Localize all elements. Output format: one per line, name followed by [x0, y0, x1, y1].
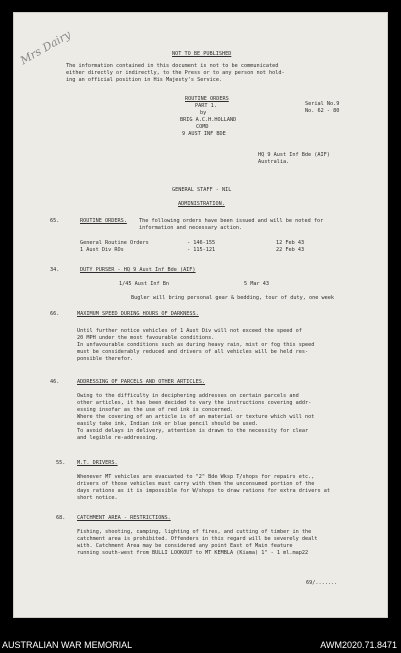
- item-line: days rations as it is impossible for W/shops to draw rations for extra drivers at: [77, 488, 330, 494]
- item-line: information and necessary action.: [139, 225, 243, 231]
- serial-number: Serial No.9: [305, 101, 340, 107]
- notice-line-2: either directly or indirectly, to the Press or to any person not hold-: [66, 70, 285, 76]
- footer-accession: AWM2020.71.8471: [320, 640, 397, 650]
- table-cell: 12 Feb 43: [276, 240, 305, 246]
- archive-footer: [0, 638, 401, 653]
- item-line: 20 MPH under the most favourable conditions.: [77, 335, 215, 341]
- orders-unit: 9 AUST INF BDE: [182, 131, 226, 137]
- page-reference: 69/.......: [306, 580, 338, 586]
- item-line: ponsible therefor.: [77, 356, 134, 362]
- item-line: must be considerably reduced and drivers of all vehicles will be held res-: [77, 349, 309, 355]
- item-line: catchment area is prohibited. Offenders in this regard will be severely dealt: [77, 536, 318, 542]
- orders-commander: BRIG A.C.H.HOLLAND: [180, 117, 237, 123]
- item-title: ADDRESSING OF PARCELS AND OTHER ARTICLES.: [77, 379, 206, 385]
- item-line: 1/45 Aust Inf Bn: [119, 281, 169, 287]
- notice-line-3: ing an official position in His Majesty's Service.: [66, 77, 223, 83]
- orders-part: PART 1.: [195, 103, 217, 109]
- item-title: CATCHMENT AREA - RESTRICTIONS.: [77, 515, 171, 521]
- pencil-annotation: Mrs Dairy: [18, 27, 74, 68]
- item-number: 55.: [56, 460, 66, 466]
- item-title: ROUTINE ORDERS.: [80, 218, 127, 224]
- item-line: Owing to the difficulty in deciphering addresses on certain parcels and: [77, 393, 299, 399]
- general-staff: GENERAL STAFF - NIL: [172, 187, 232, 193]
- item-line: drivers of those vehicles must carry with them the unconsumed portion of the: [77, 481, 315, 487]
- administration-heading: ADMINISTRATION.: [178, 201, 225, 207]
- orders-comd: COMD: [196, 124, 209, 130]
- item-number: 68.: [56, 515, 66, 521]
- item-number: 65.: [50, 218, 60, 224]
- top-heading: NOT TO BE PUBLISHED: [172, 51, 232, 57]
- item-line: with. Catchment Area may be considered any point East of Main feature: [77, 543, 293, 549]
- hq-line: HQ 9 Aust Inf Bde (AIF): [258, 152, 330, 158]
- footer-institution: AUSTRALIAN WAR MEMORIAL: [2, 640, 133, 650]
- orders-title: ROUTINE ORDERS: [185, 96, 229, 102]
- item-line: other articles, it has been decided to vary the instructions covering addr-: [77, 400, 312, 406]
- item-line: Fishing, shooting, camping, lighting of fires, and cutting of timber in the: [77, 529, 312, 535]
- table-cell: - 146-155: [187, 240, 216, 246]
- item-line: easily take ink, Indian ink or blue pencil should be used.: [77, 421, 259, 427]
- table-cell: General Routine Orders: [80, 240, 149, 246]
- item-line: The following orders have been issued and will be noted for: [139, 218, 324, 224]
- item-title: DUTY PURSER - HQ 9 Aust Inf Bde (AIF): [80, 267, 196, 273]
- notice-line-1: The information contained in this document is not to be communicated: [66, 63, 279, 69]
- item-line: In unfavourable conditions such as during heavy rain, mist or fog this speed: [77, 342, 315, 348]
- hq-location: Australia.: [258, 159, 290, 165]
- table-cell: 22 Feb 43: [276, 247, 305, 253]
- table-cell: - 115-121: [187, 247, 216, 253]
- item-line: Until further notice vehicles of 1 Aust Div will not exceed the speed of: [77, 328, 302, 334]
- item-title: MAXIMUM SPEED DURING HOURS OF DARKNESS.: [77, 311, 199, 317]
- orders-by: by: [200, 110, 207, 116]
- item-line: and legible re-addressing.: [77, 435, 159, 441]
- serial-range: No. 62 - 80: [305, 108, 340, 114]
- item-title: M.T. DRIVERS.: [77, 460, 118, 466]
- item-line: short notice.: [77, 495, 118, 501]
- table-cell: 1 Aust Div ROs: [80, 247, 124, 253]
- item-line: running south-west from BULLI LOOKOUT to MT KEMBLA (Kiama) 1" - 1 ml.map22: [77, 550, 309, 556]
- item-line: 5 Mar 43: [244, 281, 269, 287]
- item-number: 46.: [50, 379, 60, 385]
- item-number: 34.: [50, 267, 60, 273]
- item-line: Whenever MT vehicles are evacuated to "2" Bde Wksp T/shops for repairs etc.,: [77, 474, 315, 480]
- item-line: Bugler will bring personal gear & bedding, tour of duty, one week: [131, 295, 335, 301]
- item-line: Where the covering of an article is of an material or texture which will not: [77, 414, 315, 420]
- item-line: essing insofar as the use of red ink is concerned.: [77, 407, 234, 413]
- item-number: 66.: [50, 311, 60, 317]
- item-line: To avoid delays in delivery, attention is drawn to the necessity for clear: [77, 428, 309, 434]
